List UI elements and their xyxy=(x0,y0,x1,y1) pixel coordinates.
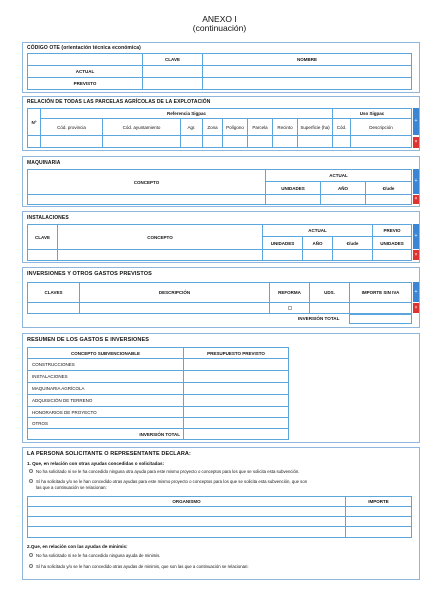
parcelas-row-field[interactable] xyxy=(41,136,103,147)
instalaciones-col-actual: ACTUAL xyxy=(263,225,373,237)
ote-row-actual: ACTUAL xyxy=(28,66,143,78)
parcelas-col-recinto: Recinto xyxy=(273,119,298,136)
instalaciones-remove-button[interactable] xyxy=(413,250,419,260)
inversiones-importe-field[interactable] xyxy=(350,303,411,313)
instalaciones-col-clave: CLAVE xyxy=(28,225,58,250)
ote-previsto-clave-field[interactable] xyxy=(143,78,203,89)
inversiones-col-reforma: REFORMA xyxy=(270,283,310,303)
q2-no-radio[interactable] xyxy=(29,553,33,557)
importe-field[interactable] xyxy=(346,507,411,517)
resumen-section xyxy=(22,333,420,443)
maquinaria-col-anio: AÑO xyxy=(321,182,366,195)
parcelas-row-field[interactable] xyxy=(351,136,411,147)
inversiones-title: INVERSIONES Y OTROS GASTOS PREVISTOS xyxy=(27,271,152,277)
parcelas-col-descripcion: Descripción xyxy=(351,119,411,136)
maquinaria-title: MAQUINARIA xyxy=(27,160,61,166)
parcelas-uso-sigpac: Uso Sigpac xyxy=(333,109,411,119)
declara-q1-opt2a: Sí ha solicitado y/o se le han concedido otras ayudas para este mismo proyecto o conceptos para los que se solicita esta subvención, que son xyxy=(36,479,308,484)
resumen-total-field[interactable] xyxy=(184,429,288,439)
inversiones-remove-button[interactable] xyxy=(413,303,419,313)
resumen-row-value-field[interactable] xyxy=(184,418,288,429)
maquinaria-add-button[interactable] xyxy=(413,169,419,194)
parcelas-col-zona: Zona xyxy=(203,119,223,136)
parcelas-row-field[interactable] xyxy=(103,136,181,147)
instalaciones-col-previo-unidades: UNIDADES xyxy=(373,237,411,250)
maquinaria-col-unidades: UNIDADES xyxy=(266,182,321,195)
organismo-table xyxy=(27,496,412,538)
reforma-checkbox[interactable] xyxy=(288,306,292,310)
maquinaria-col-concepto: CONCEPTO xyxy=(28,170,266,195)
parcelas-col-agr: Agr. xyxy=(181,119,203,136)
instalaciones-euro-ude-field[interactable] xyxy=(333,250,373,260)
close-icon: × xyxy=(414,139,418,145)
parcelas-row-field[interactable] xyxy=(248,136,273,147)
importe-field[interactable] xyxy=(346,527,411,537)
inversiones-reforma-cell xyxy=(270,303,310,313)
inversiones-total-label: INVERSIÓN TOTAL xyxy=(298,316,340,321)
parcelas-table xyxy=(27,108,412,148)
inversiones-col-claves: CLAVES xyxy=(28,283,80,303)
ote-previsto-nombre-field[interactable] xyxy=(203,78,411,89)
declara-q1: 1. Que, en relación con otras ayudas concedidas o solicitadas: xyxy=(27,461,165,466)
parcelas-col-poligono: Polígono xyxy=(223,119,248,136)
instalaciones-title: INSTALACIONES xyxy=(27,215,69,221)
resumen-row-value-field[interactable] xyxy=(184,407,288,418)
maquinaria-euro-ude-field[interactable] xyxy=(366,195,411,204)
resumen-row-value-field[interactable] xyxy=(184,359,288,371)
ote-row-previsto: PREVISTO xyxy=(28,78,143,89)
organismo-field[interactable] xyxy=(28,507,346,517)
declara-title: LA PERSONA SOLICITANTE O REPRESENTANTE DECLARA: xyxy=(27,451,191,457)
plus-icon: + xyxy=(414,289,418,295)
parcelas-row-field[interactable] xyxy=(273,136,298,147)
ote-title: CÓDIGO OTE (orientación técnica económica) xyxy=(27,45,141,51)
organismo-col: ORGANISMO xyxy=(28,497,346,507)
instalaciones-anio-field[interactable] xyxy=(303,250,333,260)
ote-table xyxy=(27,53,412,90)
inversiones-add-button[interactable] xyxy=(413,282,419,302)
instalaciones-unidades-field[interactable] xyxy=(263,250,303,260)
maquinaria-col-euro-ude: €/ude xyxy=(366,182,411,195)
maquinaria-section xyxy=(22,156,420,207)
page-subtitle: (continuación) xyxy=(192,23,247,33)
declara-q2-opt1: No ha solicitado ni se le ha concedido ninguna ayuda de minimis. xyxy=(36,553,161,558)
close-icon: × xyxy=(414,252,418,258)
maquinaria-remove-button[interactable] xyxy=(413,195,419,204)
resumen-row-value-field[interactable] xyxy=(184,383,288,395)
resumen-row-label: MAQUINARIA AGRÍCOLA xyxy=(28,383,184,395)
q1-si-radio[interactable] xyxy=(29,479,33,483)
ote-actual-clave-field[interactable] xyxy=(143,66,203,78)
parcelas-col-cod: Cód. xyxy=(333,119,351,136)
maquinaria-unidades-field[interactable] xyxy=(266,195,321,204)
instalaciones-col-euro-ude: €/ude xyxy=(333,237,373,250)
parcelas-col-cod-provincia: Cód. provincia xyxy=(41,119,103,136)
parcelas-row-n-field[interactable] xyxy=(28,136,41,147)
instalaciones-col-previo: PREVIO xyxy=(373,225,411,237)
organismo-field[interactable] xyxy=(28,527,346,537)
resumen-row-label: OTROS xyxy=(28,418,184,429)
ote-actual-nombre-field[interactable] xyxy=(203,66,411,78)
q2-si-radio[interactable] xyxy=(29,564,33,568)
ote-section xyxy=(22,42,420,93)
ote-col-clave: CLAVE xyxy=(143,54,203,66)
inversiones-table xyxy=(27,282,412,314)
inversiones-claves-field[interactable] xyxy=(28,303,80,313)
resumen-row-label: ADQUISICIÓN DE TERRENO xyxy=(28,395,184,407)
inversiones-section xyxy=(22,267,420,328)
inversiones-total-field[interactable] xyxy=(349,314,412,324)
plus-icon: + xyxy=(414,178,418,184)
parcelas-row-field[interactable] xyxy=(298,136,333,147)
inversiones-col-descripcion: DESCRIPCIÓN xyxy=(80,283,270,303)
page-title: ANEXO I xyxy=(202,14,237,24)
instalaciones-col-unidades: UNIDADES xyxy=(263,237,303,250)
parcelas-row-field[interactable] xyxy=(223,136,248,147)
declara-q1-opt1: No ha solicitado ni se le ha concedido ninguna otra ayuda para este mismo proyecto o conceptos para los que se solicita esta subvención. xyxy=(36,469,300,474)
declara-section xyxy=(22,447,420,580)
declara-q2-opt2: Sí ha solicitado y/o se le han concedido otras ayudas de minimis, que son las que a continuación se relacionan: xyxy=(36,564,249,569)
parcelas-title: RELACIÓN DE TODAS LAS PARCELAS AGRÍCOLAS DE LA EXPLOTACIÓN xyxy=(27,99,211,105)
resumen-row-value-field[interactable] xyxy=(184,371,288,383)
resumen-row-label: HONORARIOS DE PROYECTO xyxy=(28,407,184,418)
instalaciones-previo-field[interactable] xyxy=(373,250,411,260)
plus-icon: + xyxy=(414,118,418,124)
maquinaria-table xyxy=(27,169,412,205)
plus-icon: + xyxy=(414,233,418,239)
maquinaria-col-actual: ACTUAL xyxy=(266,170,411,182)
maquinaria-concepto-field[interactable] xyxy=(28,195,266,204)
instalaciones-col-concepto: CONCEPTO xyxy=(58,225,263,250)
close-icon: × xyxy=(414,305,418,311)
parcelas-row-field[interactable] xyxy=(333,136,351,147)
ote-corner-cell xyxy=(28,54,143,66)
declara-q2: 2.Que, en relación con las ayudas de minimis: xyxy=(27,544,128,549)
instalaciones-add-button[interactable] xyxy=(413,224,419,249)
resumen-table xyxy=(27,347,289,440)
resumen-row-label: CONSTRUCCIONES xyxy=(28,359,184,371)
parcelas-row-field[interactable] xyxy=(181,136,203,147)
importe-col: IMPORTE xyxy=(346,497,411,507)
inversiones-descripcion-field[interactable] xyxy=(80,303,270,313)
inversiones-col-uds: UDS. xyxy=(310,283,350,303)
importe-field[interactable] xyxy=(346,517,411,527)
parcelas-section xyxy=(22,96,420,151)
ote-col-nombre: NOMBRE xyxy=(203,54,411,66)
inversiones-uds-field[interactable] xyxy=(310,303,350,313)
parcelas-row-field[interactable] xyxy=(203,136,223,147)
close-icon: × xyxy=(414,196,418,202)
parcelas-col-superficie: Superficie (ha) xyxy=(298,119,333,136)
maquinaria-anio-field[interactable] xyxy=(321,195,366,204)
resumen-col-concepto: CONCEPTO SUBVENCIONABLE xyxy=(28,348,184,359)
resumen-total-label: INVERSIÓN TOTAL xyxy=(28,429,184,439)
resumen-row-label: INSTALACIONES xyxy=(28,371,184,383)
instalaciones-table xyxy=(27,224,412,261)
instalaciones-concepto-field[interactable] xyxy=(58,250,263,260)
parcelas-col-parcela: Parcela xyxy=(248,119,273,136)
parcelas-ref-sigpac: Referencia Sigpac xyxy=(41,109,333,119)
organismo-field[interactable] xyxy=(28,517,346,527)
declara-q1-opt2b: las que a continuación se relacionan: xyxy=(36,485,107,490)
resumen-col-presupuesto: PRESUPUESTO PREVISTO xyxy=(184,348,288,359)
parcelas-add-button[interactable] xyxy=(413,108,419,135)
resumen-title: RESUMEN DE LOS GASTOS E INVERSIONES xyxy=(27,337,149,343)
inversiones-col-importe: IMPORTE SIN IVA xyxy=(350,283,411,303)
instalaciones-col-anio: AÑO xyxy=(303,237,333,250)
parcelas-col-n: Nº xyxy=(28,109,41,136)
parcelas-remove-button[interactable] xyxy=(413,137,419,148)
instalaciones-clave-field[interactable] xyxy=(28,250,58,260)
parcelas-col-cod-ayuntamiento: Cód. ayuntamiento xyxy=(103,119,181,136)
q1-no-radio[interactable] xyxy=(29,469,33,473)
resumen-row-value-field[interactable] xyxy=(184,395,288,407)
instalaciones-section xyxy=(22,211,420,263)
